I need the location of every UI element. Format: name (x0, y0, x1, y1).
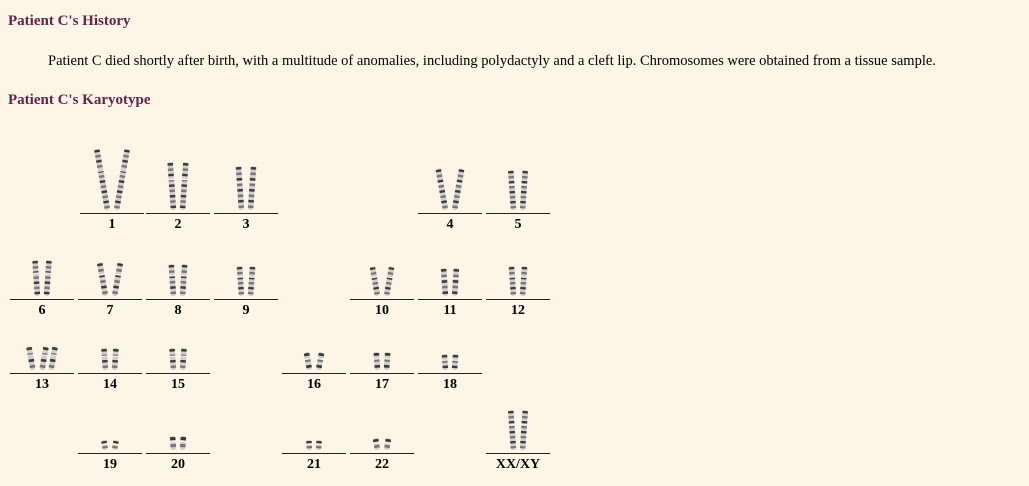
chromosome-label: XX/XY (495, 457, 541, 472)
chromosome-pair (418, 322, 482, 393)
chromosome-label: 10 (375, 303, 389, 318)
chromosome-label: 11 (443, 303, 457, 318)
chromosome-pair (78, 322, 142, 393)
chromosome-label: 15 (171, 377, 185, 392)
pair-divider (486, 453, 550, 454)
chromosome-label: 3 (242, 217, 250, 232)
chromosome-pair (146, 400, 210, 473)
chromosome-image (78, 400, 142, 452)
chromosome-image (214, 232, 278, 298)
chromosome-pair (282, 322, 346, 393)
pair-divider (350, 453, 414, 454)
chromosome-pair (350, 232, 414, 319)
pair-divider (486, 299, 550, 300)
chromosome-pair (418, 232, 482, 319)
pair-divider (146, 373, 210, 374)
chromosome-image (350, 232, 414, 298)
pair-divider (146, 213, 210, 214)
pair-divider (486, 213, 550, 214)
chromosome-image (486, 392, 550, 452)
history-text: Patient C died shortly after birth, with a multitude of anomalies, including polydactyly and a cleft lip. Chromosomes were obtained from a tissue sample. (48, 53, 936, 69)
chromosome-image (80, 132, 144, 212)
karyotype-heading: Patient C's Karyotype (8, 92, 151, 108)
pair-divider (78, 453, 142, 454)
chromosome-image (486, 232, 550, 298)
chromosome-label: 20 (171, 457, 185, 472)
chromosome-label: 21 (307, 457, 321, 472)
chromosome-image (418, 132, 482, 212)
chromosome-image (486, 132, 550, 212)
chromosome-pair (486, 132, 550, 233)
chromosome-label: 19 (103, 457, 117, 472)
chromosome-image (418, 232, 482, 298)
pair-divider (350, 373, 414, 374)
pair-divider (282, 373, 346, 374)
pair-divider (350, 299, 414, 300)
pair-divider (282, 453, 346, 454)
chromosome-pair (146, 322, 210, 393)
pair-divider (78, 373, 142, 374)
chromosome-pair (486, 232, 550, 319)
chromosome-label: 4 (446, 217, 454, 232)
chromosome-pair (214, 132, 278, 233)
pair-divider (146, 453, 210, 454)
chromosome-image (418, 322, 482, 372)
chromosome-label: 5 (514, 217, 522, 232)
chromosome-label: 6 (38, 303, 46, 318)
chromosome-pair (486, 392, 550, 473)
pair-divider (10, 299, 74, 300)
history-heading: Patient C's History (8, 13, 131, 29)
chromosome-label: 14 (103, 377, 117, 392)
chromosome-image (78, 322, 142, 372)
chromosome-label: 22 (375, 457, 389, 472)
chromosome-pair (350, 400, 414, 473)
chromosome-image (78, 232, 142, 298)
chromosome-pair (282, 400, 346, 473)
pair-divider (418, 213, 482, 214)
chromosome-pair (80, 132, 144, 233)
chromosome-image (146, 132, 210, 212)
chromosome-image (350, 322, 414, 372)
chromosome-image (282, 322, 346, 372)
chromosome-label: 9 (242, 303, 250, 318)
chromosome-label: 1 (108, 217, 116, 232)
pair-divider (418, 373, 482, 374)
chromosome-image (146, 322, 210, 372)
chromosome-pair (418, 132, 482, 233)
chromosome-label: 18 (443, 377, 457, 392)
chromosome-image (146, 232, 210, 298)
chromosome-pair (146, 232, 210, 319)
chromosome-label: 17 (375, 377, 389, 392)
chromosome-pair (78, 400, 142, 473)
chromosome-image (214, 132, 278, 212)
chromosome-label: 12 (511, 303, 525, 318)
chromosome-pair (78, 232, 142, 319)
chromosome-label: 2 (174, 217, 182, 232)
pair-divider (214, 213, 278, 214)
chromosome-label: 16 (307, 377, 321, 392)
pair-divider (78, 299, 142, 300)
chromosome-pair (146, 132, 210, 233)
chromosome-pair (10, 322, 74, 393)
chromosome-pair (214, 232, 278, 319)
chromosome-image (10, 232, 74, 298)
pair-divider (214, 299, 278, 300)
chromosome-label: 13 (35, 377, 49, 392)
chromosome-image (10, 322, 74, 372)
chromosome-image (146, 400, 210, 452)
chromosome-pair (350, 322, 414, 393)
pair-divider (418, 299, 482, 300)
chromosome-pair (10, 232, 74, 319)
chromosome-label: 7 (106, 303, 114, 318)
chromosome-image (282, 400, 346, 452)
chromosome-label: 8 (174, 303, 182, 318)
pair-divider (80, 213, 144, 214)
pair-divider (146, 299, 210, 300)
pair-divider (10, 373, 74, 374)
chromosome-image (350, 400, 414, 452)
